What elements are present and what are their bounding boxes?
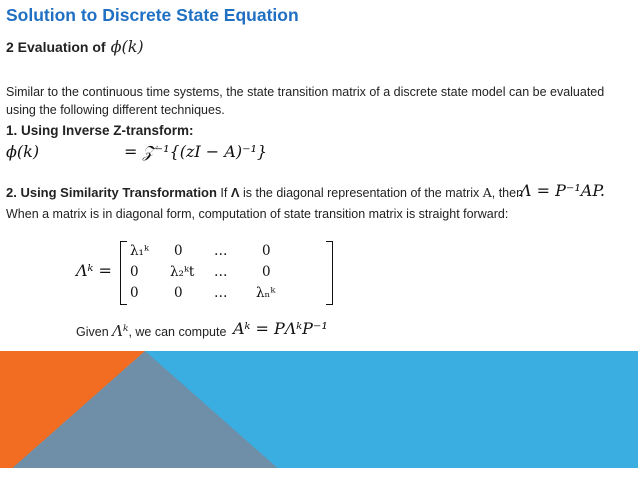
matrix-cell: 0 <box>174 285 183 301</box>
matrix-cell: … <box>214 243 228 259</box>
matrix-cell: 0 <box>262 264 271 280</box>
matrix-left-bracket <box>120 241 127 305</box>
method2-heading: 2. Using Similarity Transformation <box>6 185 217 200</box>
given-equation: Aᵏ = PΛᵏP⁻¹ <box>233 319 328 338</box>
intro-paragraph: Similar to the continuous time systems, the state transition matrix of a discrete state model can be evaluated using the following different techniques. <box>6 85 605 117</box>
method1-lhs: ϕ(k) <box>6 142 40 161</box>
given-suffix: , we can compute <box>128 325 227 339</box>
matrix-cell: … <box>214 264 228 280</box>
matrix-right-bracket <box>326 241 333 305</box>
matrix-cell: … <box>214 285 228 301</box>
section-symbol: ϕ(k) <box>110 37 144 56</box>
section-heading <box>6 37 144 56</box>
footer-decoration <box>0 351 638 479</box>
method2-text-a: If <box>216 186 231 200</box>
method2-text-c: , then <box>491 186 524 200</box>
method2-line2: When a matrix is in diagonal form, computation of state transition matrix is straight forward: <box>6 207 509 221</box>
matrix-cell: λ₁ᵏ <box>130 243 149 259</box>
matrix-cell: 0 <box>174 243 183 259</box>
given-line <box>76 322 226 340</box>
matrix-cell: λₙᵏ <box>256 285 276 301</box>
matrix-cell: 0 <box>130 285 139 301</box>
method2-lambda: Λ <box>230 185 240 200</box>
method1-rhs: = 𝒵⁻¹{(zI − A)⁻¹} <box>124 142 268 161</box>
method1-heading: 1. Using Inverse Z-transform: <box>6 123 194 138</box>
footer-bottom-strip <box>0 468 638 479</box>
method1-equation <box>6 142 268 162</box>
matrix-cell: λ₂ᵏt <box>170 264 195 280</box>
matrix-cell: 0 <box>130 264 139 280</box>
diagonal-matrix <box>76 239 276 305</box>
section-heading-text: 2 Evaluation of <box>6 39 106 55</box>
matrix-lhs: Λᵏ = <box>76 261 112 280</box>
method2-text-b: is the diagonal representation of the matrix <box>239 186 483 200</box>
method2-line <box>6 185 523 200</box>
matrix-cell: 0 <box>262 243 271 259</box>
method2-matrix-name: A <box>482 185 492 200</box>
slide-title: Solution to Discrete State Equation <box>6 5 299 25</box>
method2-equation: Λ = P⁻¹AP. <box>520 181 605 200</box>
given-prefix: Given <box>76 325 109 339</box>
given-symbol: Λᵏ <box>112 322 129 340</box>
